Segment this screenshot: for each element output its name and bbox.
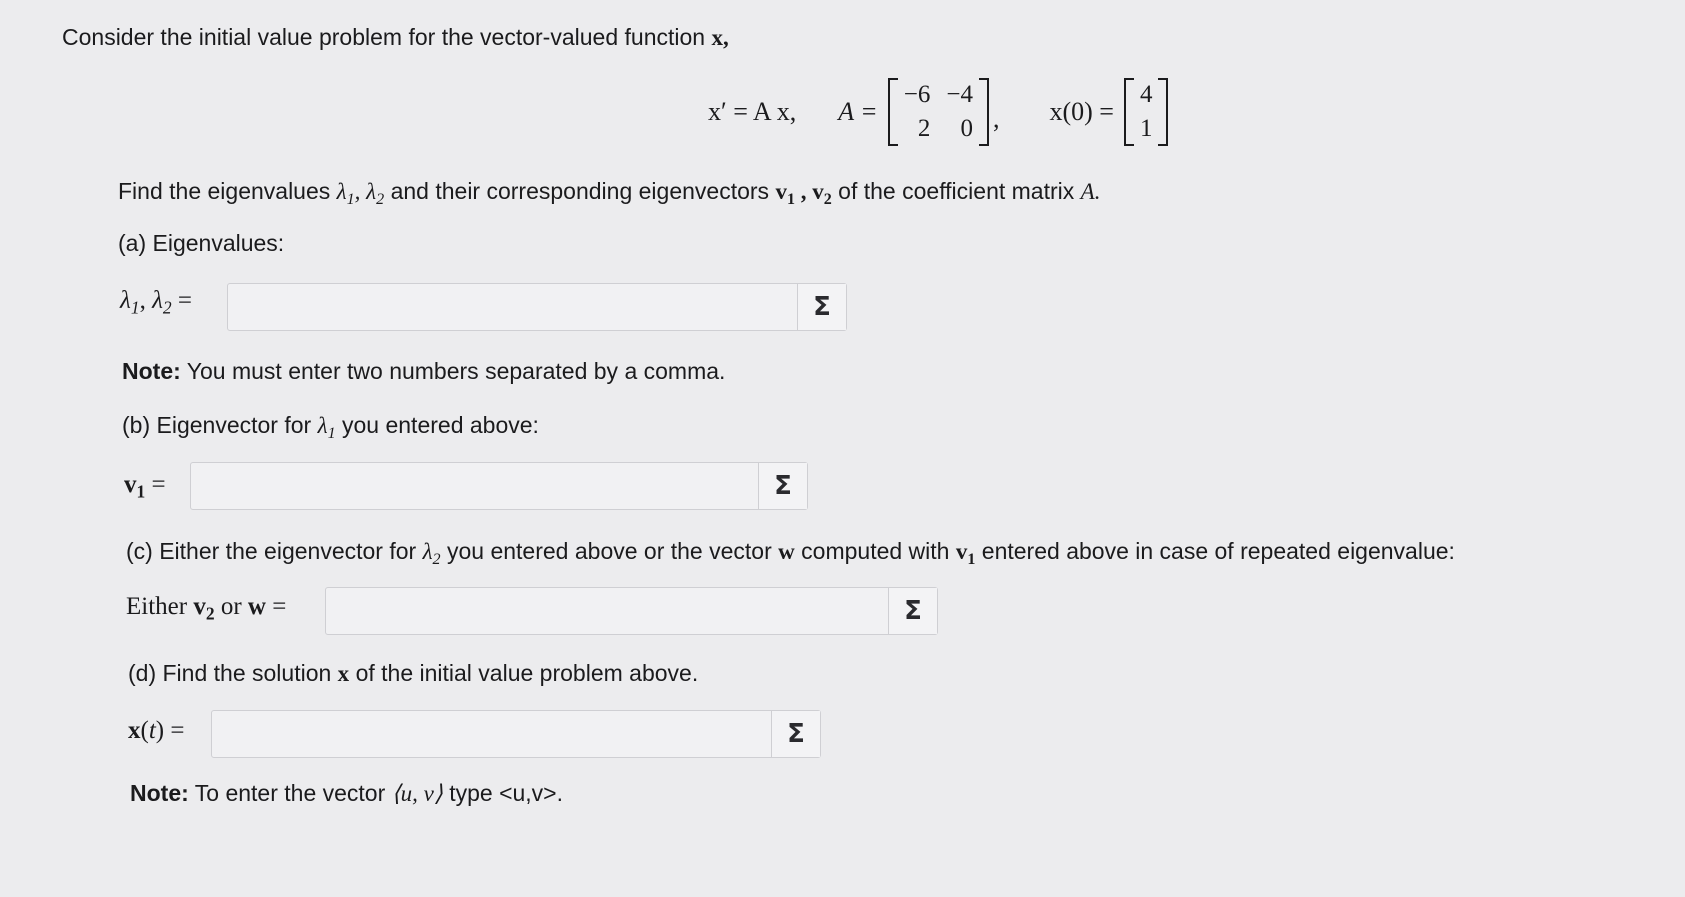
sigma-icon[interactable]: Σ xyxy=(771,711,820,757)
matrix-a-cell: 0 xyxy=(960,115,973,142)
vector-symbols: $v_1$ , $v_2$ xyxy=(775,179,832,208)
matrix-x0-cell: 4 xyxy=(1139,81,1153,108)
v2-or-w-answer-box xyxy=(325,587,938,635)
part-a-note: Note: You must enter two numbers separated by a comma. xyxy=(122,358,726,384)
part-b-heading: (b) Eigenvector for $\lambda_1$ you entered above: xyxy=(122,412,539,442)
matrix-a-label: A = xyxy=(838,97,878,126)
part-c-heading: (c) Either the eigenvector for $\lambda_2$ you entered above or the vector w computed with $v_1$ entered above in case of repeated eigenvalue: xyxy=(126,538,1455,568)
sigma-icon[interactable]: Σ xyxy=(758,463,807,509)
matrix-x0-cell: 1 xyxy=(1139,115,1153,142)
v1-answer-box xyxy=(190,462,808,510)
sigma-icon[interactable]: Σ xyxy=(888,588,937,634)
solution-answer-box xyxy=(211,710,821,758)
find-instructions: Find the eigenvalues $\lambda_1$, $\lambda_2$ and their corresponding eigenvectors $v_1$ , $v_2$ of the coefficient matrix A. xyxy=(118,178,1101,208)
v2-or-w-field-label: Either $v_2$ or w = xyxy=(126,593,287,624)
sigma-icon[interactable]: Σ xyxy=(797,284,846,330)
equation: x′ = A x, A = −6 −4 2 0 , x(0) = 4 1 xyxy=(708,78,1168,146)
eigenvalues-input[interactable] xyxy=(234,290,798,324)
ode-lhs: x′ = A x, xyxy=(708,97,797,126)
matrix-a-cell: −4 xyxy=(946,81,973,108)
intro-text: Consider the initial value problem for the vector-valued function x, xyxy=(62,24,729,50)
matrix-x0 xyxy=(1124,78,1169,146)
initial-condition-label: x(0) = xyxy=(1049,97,1114,126)
v1-field-label: $v_1$ = xyxy=(124,471,166,502)
matrix-a xyxy=(888,78,989,146)
matrix-a-cell: 2 xyxy=(917,115,931,142)
eigenvalues-answer-box xyxy=(227,283,847,331)
solution-input[interactable] xyxy=(218,717,772,751)
v2-or-w-input[interactable] xyxy=(332,594,889,628)
part-d-note: Note: To enter the vector ⟨u, v⟩ type <u,v>. xyxy=(130,780,564,806)
part-d-heading: (d) Find the solution x of the initial value problem above. xyxy=(128,660,699,686)
v1-input[interactable] xyxy=(197,469,759,503)
solution-field-label: x(t) = xyxy=(128,717,185,744)
matrix-a-cell: −6 xyxy=(903,81,931,108)
eigenvalues-field-label: $\lambda_1$, $\lambda_2$ = xyxy=(120,287,193,318)
part-a-heading: (a) Eigenvalues: xyxy=(118,230,285,256)
lambda-symbols: $\lambda_1$, $\lambda_2$ xyxy=(336,179,385,208)
intro-var: x, xyxy=(711,25,729,50)
